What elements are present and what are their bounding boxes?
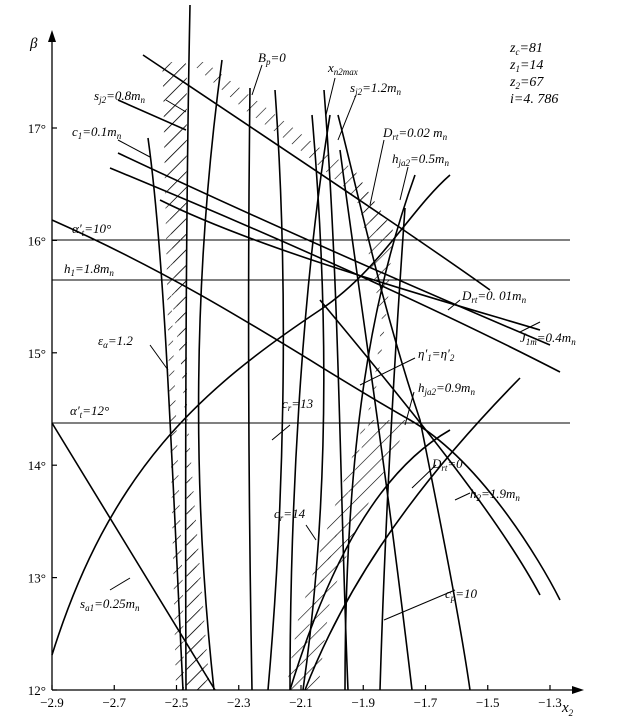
leader-drt002 xyxy=(370,140,384,205)
leader-bp xyxy=(252,65,262,95)
label-drt0: $D_{rt}=0$ xyxy=(432,456,463,473)
leader-h2 xyxy=(455,493,470,500)
leader-eps xyxy=(150,345,168,370)
label-sa1: $s_{a1}=0.25m_n$ xyxy=(80,596,140,613)
leader-xn2max xyxy=(326,78,335,115)
x-axis-label: $x_2$ xyxy=(562,700,574,718)
label-c1: $c_1=0.1m_n$ xyxy=(72,124,122,141)
label-alpha10: $\alpha'_t=10^\circ$ xyxy=(72,221,112,238)
label-j1m: $J_{1m}=0.4m_n$ xyxy=(520,330,576,347)
curve-bp xyxy=(249,88,252,690)
y-tick-label: 17° xyxy=(27,121,46,136)
x-tick-label: −2.3 xyxy=(226,695,251,710)
label-cp: $c_p=10$ xyxy=(445,586,478,603)
label-h2: $h_2=1.9m_n$ xyxy=(470,486,520,503)
label-xn2max: $x_{n2max}$ xyxy=(328,60,358,77)
label-drt001: $D_{rt}=0$. $01m_n$ xyxy=(462,288,527,305)
y-tick-label: 14° xyxy=(27,458,46,474)
label-alpha12: $\alpha'_t=12^\circ$ xyxy=(70,403,110,420)
x-tick-label: −2.5 xyxy=(164,695,189,710)
x-axis-ticks xyxy=(40,685,562,710)
y-axis-label: β xyxy=(30,36,38,52)
x-axis-arrow xyxy=(572,686,584,694)
label-hja2-09: $h_{ja2}=0.9m_n$ xyxy=(418,380,475,397)
leader-cr14 xyxy=(306,525,316,540)
label-sj2-12: $s_{j2}=1.2m_n$ xyxy=(350,80,401,97)
x-tick-label: −1.5 xyxy=(475,695,500,710)
x-tick-label: −1.9 xyxy=(351,695,376,710)
parameter-block xyxy=(509,41,558,107)
label-eps: $\varepsilon_\alpha=1.2$ xyxy=(98,333,133,350)
x-tick-label: −1.7 xyxy=(413,695,438,710)
param-i: i=4. 786 xyxy=(510,92,559,107)
leader-hja2-05 xyxy=(400,167,408,200)
label-drt002: $D_{rt}=0.02$ $m_n$ xyxy=(383,125,448,142)
leader-cr13 xyxy=(272,425,290,440)
y-axis-arrow xyxy=(48,30,56,42)
param-z1: $z_1=14$ xyxy=(510,58,544,74)
y-tick-label: 13° xyxy=(27,570,46,586)
leader-sa1 xyxy=(110,578,130,590)
label-eta: $\eta'_1=\eta'_2$ xyxy=(418,346,455,363)
leader-sj2-12 xyxy=(338,95,356,140)
y-tick-label: 12° xyxy=(27,683,46,698)
label-cr14: $c_r=14$ xyxy=(274,506,306,523)
label-hja2-05: $h_{ja2}=0.5m_n$ xyxy=(392,151,449,168)
x-tick-label: −1.3 xyxy=(538,695,562,710)
x-tick-label: −2.7 xyxy=(102,695,127,710)
param-z2: $z_2=67$ xyxy=(510,75,544,91)
y-tick-label: 15° xyxy=(27,345,46,361)
curve-far-right xyxy=(320,300,540,595)
x-tick-label: −2.9 xyxy=(40,695,64,710)
param-zc: $z_c=81$ xyxy=(510,41,543,57)
label-bp: $B_p=0$ xyxy=(258,50,286,67)
label-h1: $h_1=1.8m_n$ xyxy=(64,261,114,278)
label-cr13: $c_r=13$ xyxy=(282,396,314,413)
label-sj2-08: $s_{j2}=0.8m_n$ xyxy=(94,88,145,105)
x-tick-label: −2.1 xyxy=(289,695,313,710)
curve-cr13 xyxy=(268,90,283,690)
y-tick-label: 16° xyxy=(27,233,46,249)
